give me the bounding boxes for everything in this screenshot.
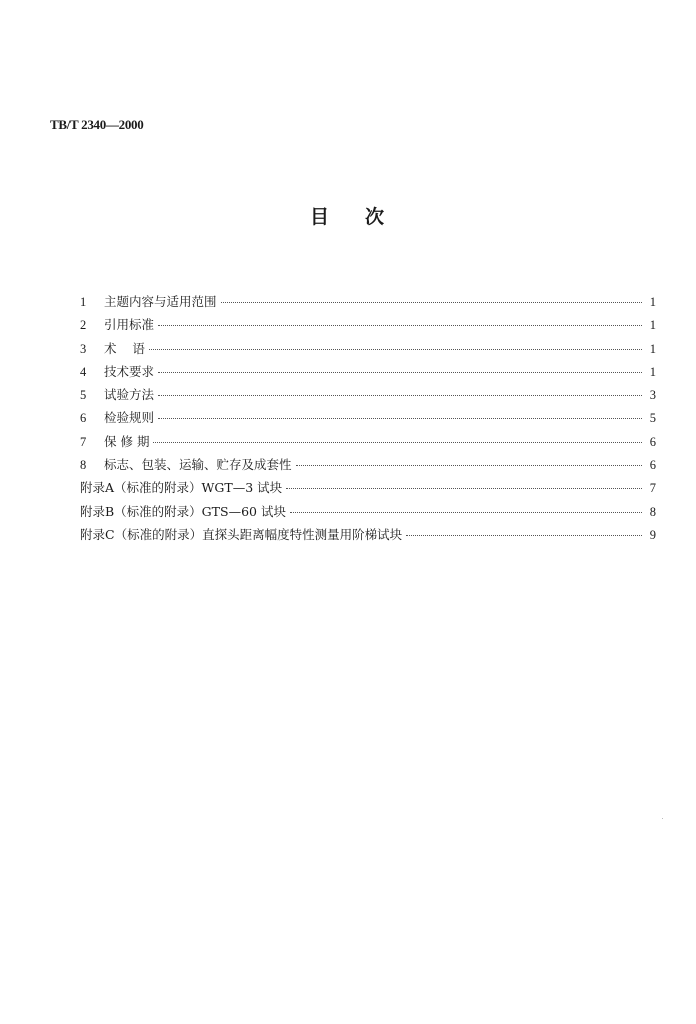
toc-entry-title: 检验规则: [104, 410, 155, 426]
toc-leader-dots: [296, 465, 642, 466]
toc-entry-page: 8: [649, 504, 656, 519]
toc-entry-number: 7: [80, 434, 87, 449]
toc-entry-appendix-c[interactable]: [80, 523, 656, 546]
toc-entry-page: 6: [649, 458, 656, 473]
toc-entry-3[interactable]: [80, 337, 656, 360]
toc-entry-page: 1: [649, 318, 656, 333]
toc-leader-dots: [158, 325, 642, 326]
toc-entry-6[interactable]: [80, 406, 656, 429]
toc-leader-dots: [221, 302, 642, 303]
toc-entry-8[interactable]: [80, 453, 656, 476]
toc-entry-number: 8: [80, 458, 87, 473]
toc-entry-title: 主题内容与适用范围: [104, 294, 217, 309]
toc-entry-page: 1: [649, 341, 656, 356]
toc-entry-page: 1: [649, 364, 656, 379]
toc-heading-char-1: 目: [310, 206, 330, 228]
toc-leader-dots: [158, 418, 642, 419]
toc-entry-number: 1: [80, 295, 87, 309]
toc-heading: [310, 202, 384, 229]
toc-entry-number: 4: [80, 364, 87, 379]
toc-entry-title: 附录A（标准的附录）WGT—3 试块: [80, 480, 283, 496]
toc-leader-dots: [286, 488, 642, 489]
toc-entry-title: 附录C（标准的附录）直探头距离幅度特性测量用阶梯试块: [80, 526, 403, 542]
toc-entry-page: 7: [649, 481, 656, 496]
toc-entry-page: 6: [649, 434, 656, 449]
toc-leader-dots: [158, 372, 642, 373]
toc-entry-5[interactable]: [80, 383, 656, 406]
toc-entry-page: 9: [649, 527, 656, 542]
toc-entry-title: 附录B（标准的附录）GTS—60 试块: [80, 503, 286, 519]
toc-entry-page: 3: [649, 388, 656, 403]
toc-leader-dots: [406, 535, 642, 536]
scan-speck: [662, 818, 663, 819]
toc-entry-title: 试验方法: [104, 387, 155, 403]
toc-heading-char-2: 次: [365, 206, 385, 228]
toc-entry-number: 2: [80, 318, 87, 333]
toc-leader-dots: [290, 512, 642, 513]
toc-leader-dots: [149, 349, 642, 350]
toc-entry-7[interactable]: [80, 430, 656, 453]
toc-entry-title: 标志、包装、运输、贮存及成套性: [104, 457, 292, 473]
toc-entry-title: 保 修 期: [104, 433, 150, 449]
toc-entry-appendix-a[interactable]: [80, 476, 656, 499]
toc-entry-title: 技术要求: [104, 363, 155, 379]
toc-entry-number: 5: [80, 388, 87, 403]
toc-list: [80, 290, 656, 546]
toc-entry-title: 引用标准: [104, 317, 155, 333]
toc-leader-dots: [153, 442, 642, 443]
toc-entry-number: 6: [80, 411, 87, 426]
toc-entry-2[interactable]: [80, 313, 656, 336]
standard-code: TB/T 2340—2000: [50, 117, 144, 132]
toc-entry-page: 5: [649, 411, 656, 426]
toc-entry-appendix-b[interactable]: [80, 500, 656, 523]
toc-entry-page: 1: [649, 295, 656, 309]
toc-entry-number: 3: [80, 341, 87, 356]
toc-leader-dots: [158, 395, 642, 396]
toc-entry-title: 术 语: [104, 340, 145, 356]
toc-entry-4[interactable]: [80, 360, 656, 383]
toc-entry-1[interactable]: [80, 290, 656, 313]
